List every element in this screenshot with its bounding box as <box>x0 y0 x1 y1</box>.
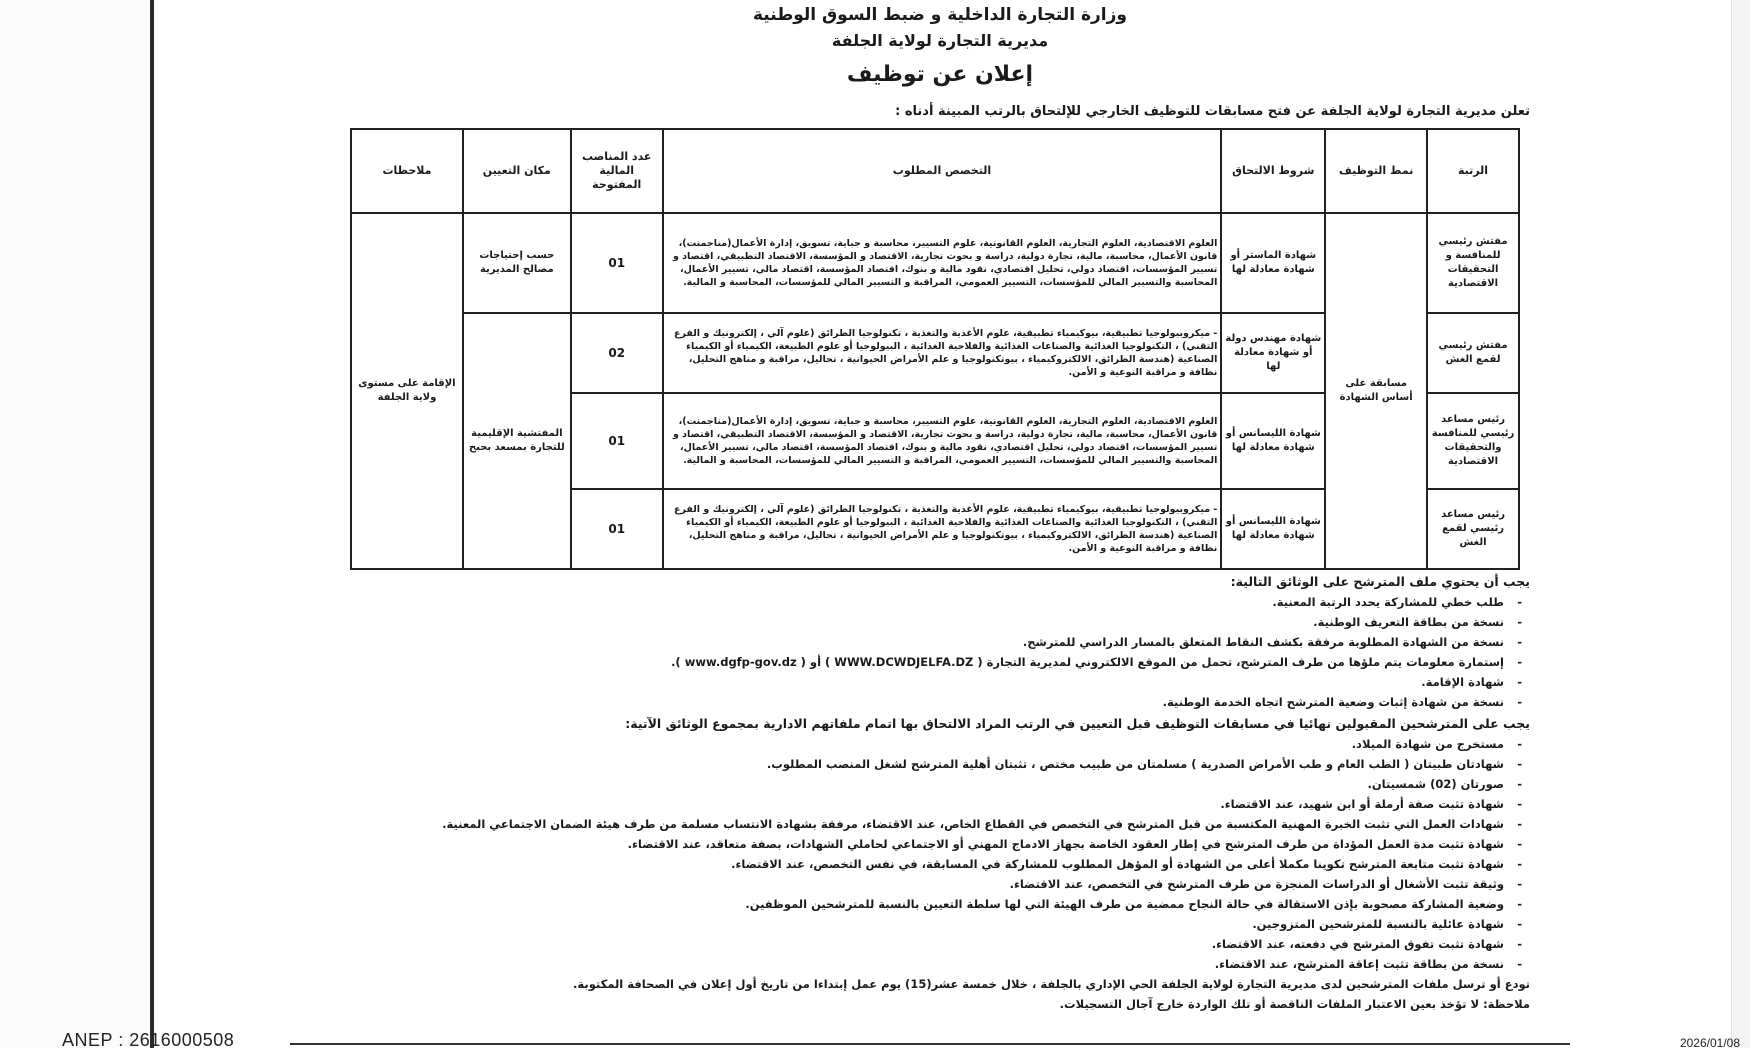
list-item: - نسخة من بطاقة تثبت إعاقة المترشح، عند الاقتضاء. <box>200 954 1504 974</box>
list-item: - مستخرج من شهادة الميلاد. <box>200 734 1504 754</box>
notes-cell: الإقامة على مستوى ولاية الجلفة <box>351 213 463 569</box>
deposit-note: تودع أو ترسل ملفات المترشحين لدى مديرية التجارة لولاية الجلفة الحي الإداري بالجلفة ، خلال خمسة عشر(15) يوم عمل إبتداءا من تاريخ أول إعلان في الصحافة المكتوبة. <box>573 977 1530 991</box>
list-item: - شهادتان طبيتان ( الطب العام و طب الأمراض الصدرية ) مسلمتان من طبيب مختص ، تثبتان أهلية المترشح لشغل المنصب المطلوب. <box>200 754 1504 774</box>
rank-cell: رئيس مساعد رئيسي للمنافسة والتحقيقات الاقتصادية <box>1427 393 1519 489</box>
intro-text: تعلن مديرية التجارة لولاية الجلفة عن فتح مسابقات للتوظيف الخارجي للإلتحاق بالرتب المبينة أدناه : <box>895 104 1530 119</box>
header-conditions: شروط الالتحاق <box>1221 129 1325 213</box>
anep-reference: ANEP : 2616000508 <box>62 1030 235 1050</box>
documents-list <box>200 592 1530 712</box>
location-cell: المفتشية الإقليمية للتجارة بمسعد بحبح <box>463 313 571 569</box>
list-item: - شهادات العمل التي تثبت الخبرة المهنية المكتسبة من قبل المترشح في التخصص في القطاع الخاص، عند الاقتضاء، مرفقة بشهادة الانتساب مسلمة من طرف هيئة الضمان الاجتماعي المعنية. <box>200 814 1504 834</box>
list-item: - شهادة تثبت متابعة المترشح تكوينا مكملا أعلى من الشهادة أو المؤهل المطلوب للمشاركة في المسابقة، في نفس التخصص، عند الاقتضاء. <box>200 854 1504 874</box>
document-page <box>160 0 1720 1048</box>
final-docs-list <box>200 734 1530 974</box>
list-item: - وضعية المشاركة مصحوبة بإذن الاستقالة في حالة النجاح ممضية من طرف الهيئة التي لها سلطة التعيين بالنسبة للمترشحين الموظفين. <box>200 894 1504 914</box>
condition-cell: شهادة مهندس دولة أو شهادة معادلة لها <box>1221 313 1325 393</box>
footer-rule <box>290 1043 1570 1045</box>
scan-margin-right <box>1731 0 1750 1048</box>
recruitment-mode-cell: مسابقة على أساس الشهادة <box>1325 213 1427 569</box>
list-item: - نسخة من الشهادة المطلوبة مرفقة بكشف النقاط المتعلق بالمسار الدراسي للمترشح. <box>200 632 1504 652</box>
header-posts: عدد المناصب المالية المفتوحة <box>571 129 663 213</box>
list-item: - صورتان (02) شمسيتان. <box>200 774 1504 794</box>
specialty-cell: العلوم الاقتصادية، العلوم التجارية، العلوم القانونية، علوم التسيير، محاسبة و جباية، تسويق، إدارة الأعمال(مناجمنت)، قانون الأعمال، محاسبة، مالية، تجارة دولية، دراسة و بحوث تجارية، الاقتصاد و المؤسسة، الاقتصاد التطبيقي، اقتصاد و تسيير المؤسسات، اقتصاد دولي، تحليل اقتصادي، نقود مالية و بنوك، اقتصاد المؤسسة، اقتصاد مالي، تسيير الأعمال، المحاسبة والتسيير المالي للمؤسسات، التسيير العمومي، المراقبة و التسيير المالي للمؤسسات، المحاسبة و المالية. <box>663 393 1222 489</box>
list-item: - وثيقة تثبت الأشغال أو الدراسات المنجزة من طرف المترشح في التخصص، عند الاقتضاء. <box>200 874 1504 894</box>
header-recruitment-mode: نمط التوظيف <box>1325 129 1427 213</box>
list-item: - نسخة من بطاقة التعريف الوطنية. <box>200 612 1504 632</box>
header-notes: ملاحظات <box>351 129 463 213</box>
posts-cell: 02 <box>571 313 663 393</box>
header-location: مكان التعيين <box>463 129 571 213</box>
rank-cell: مفتش رئيسي للمنافسة و التحقيقات الاقتصادية <box>1427 213 1519 313</box>
list-item: - إستمارة معلومات يتم ملؤها من طرف المترشح، تحمل من الموقع الالكتروني لمديرية التجارة ( WWW.DCWDJELFA.DZ ) أو ( www.dgfp-gov.dz ). <box>200 652 1504 672</box>
header-specialty: التخصص المطلوب <box>663 129 1222 213</box>
list-item: - طلب خطي للمشاركة يحدد الرتبة المعنية. <box>200 592 1504 612</box>
directorate-name: مديرية التجارة لولاية الجلفة <box>831 31 1049 50</box>
posts-cell: 01 <box>571 393 663 489</box>
specialty-cell: العلوم الاقتصادية، العلوم التجارية، العلوم القانونية، علوم التسيير، محاسبة و جباية، تسويق، إدارة الأعمال(مناجمنت)، قانون الأعمال، محاسبة، مالية، تجارة دولية، دراسة و بحوث تجارية، الاقتصاد و المؤسسة، الاقتصاد التطبيقي، اقتصاد و تسيير المؤسسات، اقتصاد دولي، تحليل اقتصادي، نقود مالية و بنوك، اقتصاد المؤسسة، اقتصاد مالي، تسيير الأعمال، المحاسبة والتسيير المالي للمؤسسات، التسيير العمومي، المراقبة و التسيير المالي للمؤسسات، المحاسبة و المالية. <box>663 213 1222 313</box>
header-rank: الرتبة <box>1427 129 1519 213</box>
list-item: - شهادة تثبت تفوق المترشح في دفعته، عند الاقتضاء. <box>200 934 1504 954</box>
ministry-name: وزارة التجارة الداخلية و ضبط السوق الوطنية <box>753 5 1127 25</box>
final-docs-title: يجب على المترشحين المقبولين نهائيا في مسابقات التوظيف قبل التعيين في الرتب المراد الالتحاق بها اتمام ملفاتهم الادارية بمجموع الوثائق الآتية: <box>625 716 1530 731</box>
list-item: - شهادة تثبت صفة أرملة أو ابن شهيد، عند الاقتضاء. <box>200 794 1504 814</box>
publication-date: 2026/01/08 <box>1679 1036 1740 1050</box>
table-row <box>351 213 1519 313</box>
rank-cell: مفتش رئيسي لقمع الغش <box>1427 313 1519 393</box>
announcement-title: إعلان عن توظيف <box>846 62 1034 87</box>
table-header-row <box>351 129 1519 213</box>
positions-table <box>350 128 1520 570</box>
list-item: - شهادة تثبت مدة العمل المؤداة من طرف المترشح في إطار العقود الخاصة بجهاز الادماج المهني أو الاجتماعي لحاملي الشهادات، بصفة متعاقد، عند الاقتضاء. <box>200 834 1504 854</box>
rank-cell: رئيس مساعد رئيسي لقمع الغش <box>1427 489 1519 569</box>
page-border <box>150 0 154 1048</box>
posts-cell: 01 <box>571 489 663 569</box>
condition-cell: شهادة الماستر أو شهادة معادلة لها <box>1221 213 1325 313</box>
list-item: - نسخة من شهادة إثبات وضعية المترشح اتجاه الخدمة الوطنية. <box>200 692 1504 712</box>
list-item: - شهادة الإقامة. <box>200 672 1504 692</box>
remark-note: ملاحظة: لا تؤخذ بعين الاعتبار الملفات الناقصة أو تلك الواردة خارج آجال التسجيلات. <box>1059 997 1530 1011</box>
location-cell: حسب إحتياجات مصالح المديرية <box>463 213 571 313</box>
specialty-cell: - ميكروبيولوجيا تطبيقية، بيوكيمياء تطبيقية، علوم الأغذية والتغذية ، تكنولوجيا الطرائق (علوم آلي ، إلكترونيك و الفرع التقني) ، التكنولوجيا الغذائية والصناعات الغذائية والفلاحية الغذائية ، البيولوجيا أو علوم الطبيعة، الكيمياء أو الكيمياء الصناعية (هندسة الطرائق، الالكتروكيمياء ، بيوتكنولوجيا و علم الأمراض الحيوانية ، تحاليل، مراقبة و مناهج التحليل، نظافة و مراقبة النوعية و الأمن. <box>663 489 1222 569</box>
specialty-cell: - ميكروبيولوجيا تطبيقية، بيوكيمياء تطبيقية، علوم الأغذية والتغذية ، تكنولوجيا الطرائق (علوم آلي ، إلكترونيك و الفرع التقني) ، التكنولوجيا الغذائية والصناعات الغذائية والفلاحية الغذائية ، البيولوجيا أو علوم الطبيعة، الكيمياء أو الكيمياء الصناعية (هندسة الطرائق، الالكتروكيمياء ، بيوتكنولوجيا و علم الأمراض الحيوانية ، تحاليل، مراقبة و مناهج التحليل، نظافة و مراقبة النوعية و الأمن. <box>663 313 1222 393</box>
documents-title: يجب أن يحتوي ملف المترشح على الوثائق التالية: <box>1230 574 1530 589</box>
posts-cell: 01 <box>571 213 663 313</box>
document-header <box>160 2 1720 92</box>
condition-cell: شهادة الليسانس أو شهادة معادلة لها <box>1221 489 1325 569</box>
scan-margin-left <box>0 0 148 1048</box>
requirements-section <box>200 570 1530 1014</box>
condition-cell: شهادة الليسانس أو شهادة معادلة لها <box>1221 393 1325 489</box>
list-item: - شهادة عائلية بالنسبة للمترشحين المتزوجين. <box>200 914 1504 934</box>
